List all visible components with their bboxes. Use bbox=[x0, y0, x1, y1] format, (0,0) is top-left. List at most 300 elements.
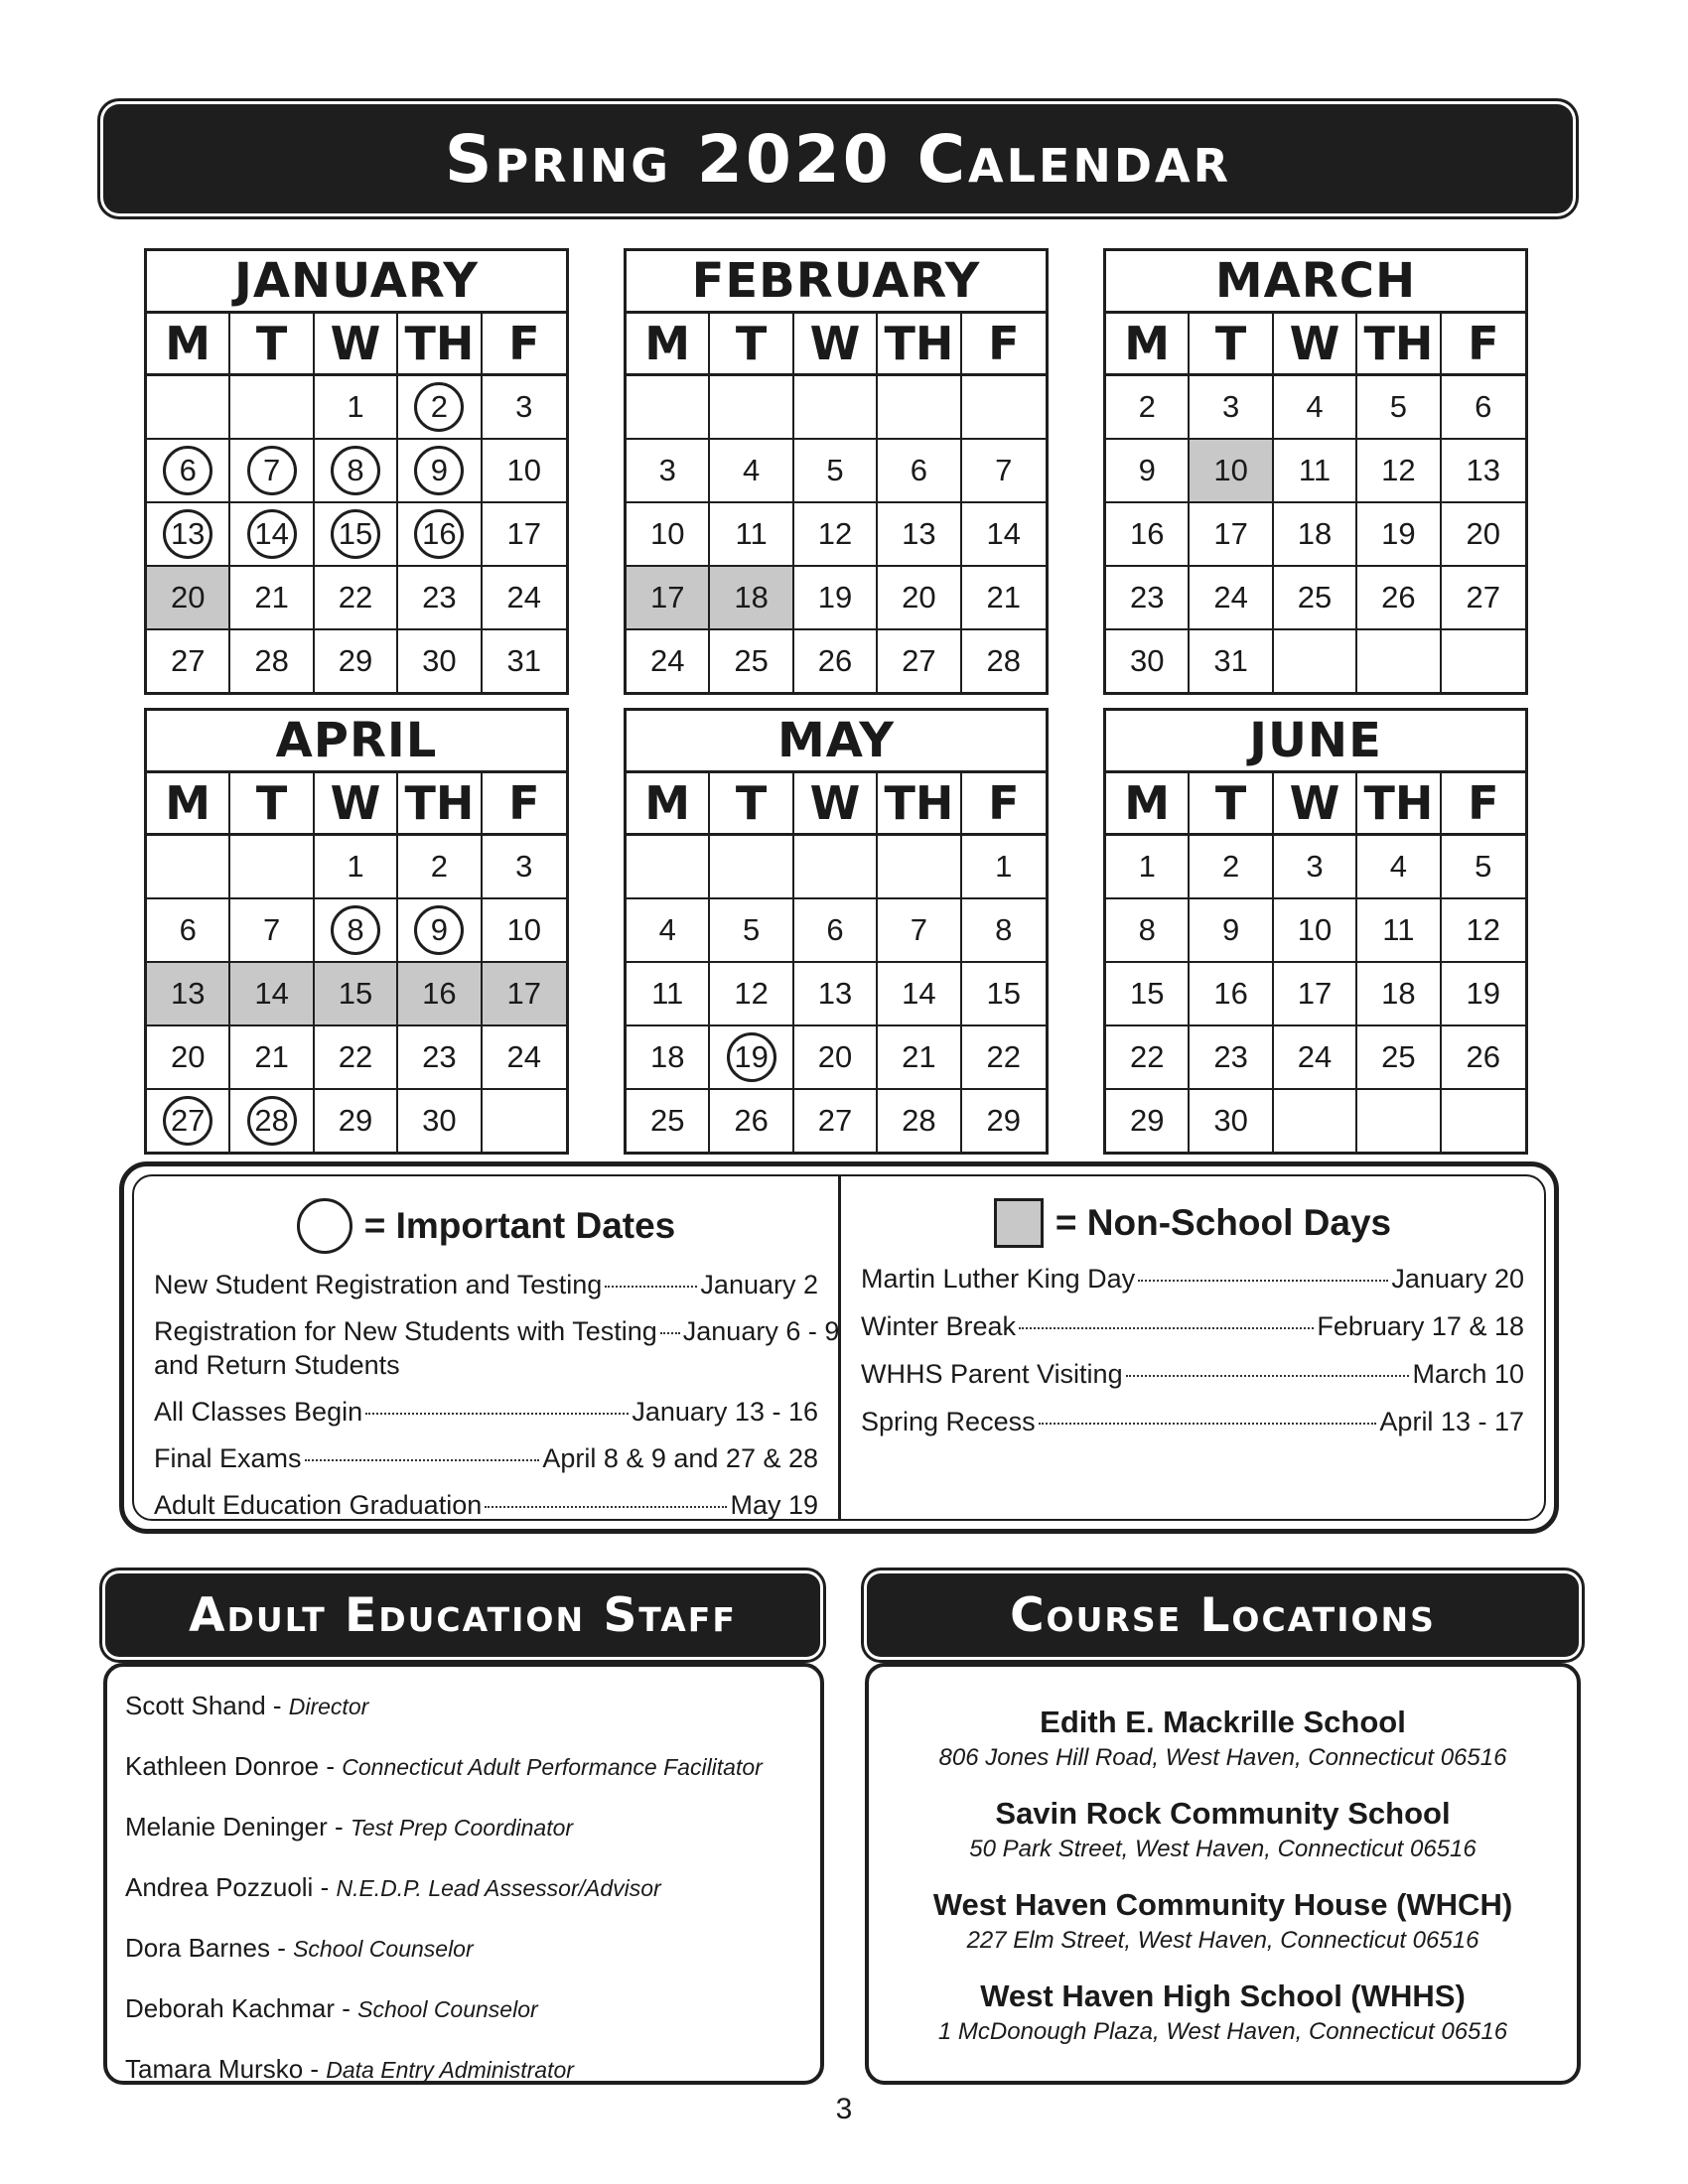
day-number: 1 bbox=[1138, 849, 1156, 884]
day-cell bbox=[710, 567, 793, 630]
location-address: 1 McDonough Plaza, West Haven, Connecticut 06516 bbox=[937, 2018, 1508, 2045]
day-cell bbox=[1442, 836, 1525, 899]
day-cell bbox=[315, 1026, 398, 1090]
day-cell bbox=[147, 1026, 230, 1090]
day-number: 7 bbox=[262, 912, 281, 947]
legend-inner bbox=[132, 1174, 1546, 1521]
day-number: 21 bbox=[254, 580, 289, 614]
day-number: 12 bbox=[1381, 453, 1416, 487]
weekday-header: T bbox=[1190, 314, 1273, 376]
day-number: 28 bbox=[247, 1096, 297, 1146]
day-number: 27 bbox=[163, 1096, 212, 1146]
legend-entry bbox=[154, 1488, 818, 1522]
day-cell bbox=[1190, 836, 1273, 899]
dot-leader bbox=[660, 1332, 680, 1334]
staff-role: Data Entry Administrator bbox=[326, 2057, 574, 2083]
empty-day-cell bbox=[794, 836, 878, 899]
legend-entry bbox=[861, 1309, 1524, 1343]
day-cell bbox=[147, 440, 230, 503]
month-grid bbox=[1106, 314, 1525, 692]
staff-member: Dora Barnes - School Counselor bbox=[125, 1933, 474, 1963]
non-school-days-header bbox=[861, 1198, 1524, 1248]
day-number: 5 bbox=[742, 912, 761, 947]
day-cell bbox=[878, 899, 961, 963]
location-address: 227 Elm Street, West Haven, Connecticut 06516 bbox=[966, 1927, 1479, 1954]
day-cell bbox=[230, 1090, 314, 1152]
staff-member: Scott Shand - Director bbox=[125, 1691, 369, 1720]
circle-symbol-icon bbox=[297, 1198, 352, 1254]
day-cell bbox=[710, 630, 793, 692]
day-number: 8 bbox=[331, 446, 380, 495]
day-cell bbox=[962, 567, 1046, 630]
empty-day-cell bbox=[1357, 1090, 1441, 1152]
day-number: 7 bbox=[247, 446, 297, 495]
day-cell bbox=[710, 503, 793, 567]
month-grid bbox=[627, 773, 1046, 1152]
day-cell bbox=[230, 567, 314, 630]
day-number: 19 bbox=[1466, 976, 1501, 1011]
month-grid bbox=[147, 314, 566, 692]
legend-entry bbox=[861, 1405, 1524, 1438]
day-cell bbox=[1442, 440, 1525, 503]
legend-box bbox=[119, 1161, 1559, 1534]
day-cell bbox=[1190, 376, 1273, 440]
weekday-header: TH bbox=[1357, 314, 1441, 376]
day-cell bbox=[794, 567, 878, 630]
day-number: 27 bbox=[170, 643, 206, 678]
entry-date: May 19 bbox=[730, 1490, 818, 1520]
day-cell bbox=[230, 899, 314, 963]
day-number: 11 bbox=[651, 976, 684, 1011]
non-school-days-label: = Non-School Days bbox=[1055, 1202, 1392, 1243]
day-cell bbox=[794, 1090, 878, 1152]
day-cell bbox=[794, 963, 878, 1026]
day-number: 6 bbox=[163, 446, 212, 495]
weekday-header: TH bbox=[878, 314, 961, 376]
day-number: 5 bbox=[826, 453, 844, 487]
day-number: 26 bbox=[817, 643, 853, 678]
staff-role: Connecticut Adult Performance Facilitator bbox=[342, 1754, 763, 1780]
day-number: 4 bbox=[658, 912, 676, 947]
day-number: 30 bbox=[1129, 643, 1165, 678]
staff-role: School Counselor bbox=[357, 1996, 538, 2022]
day-cell bbox=[878, 963, 961, 1026]
day-number: 5 bbox=[1389, 389, 1408, 424]
day-cell bbox=[147, 899, 230, 963]
day-number: 4 bbox=[742, 453, 761, 487]
day-cell bbox=[147, 963, 230, 1026]
day-cell bbox=[1106, 1026, 1190, 1090]
day-number: 13 bbox=[817, 976, 853, 1011]
day-cell bbox=[398, 1090, 482, 1152]
staff-member: Tamara Mursko - Data Entry Administrator bbox=[125, 2054, 574, 2084]
weekday-header: F bbox=[1442, 314, 1525, 376]
day-number: 16 bbox=[1129, 516, 1165, 551]
day-cell bbox=[315, 1090, 398, 1152]
day-cell bbox=[627, 630, 710, 692]
day-number: 6 bbox=[826, 912, 844, 947]
day-number: 2 bbox=[414, 382, 464, 432]
location-item bbox=[879, 1887, 1567, 1955]
location-address: 50 Park Street, West Haven, Connecticut 06516 bbox=[969, 1836, 1477, 1862]
day-cell bbox=[315, 503, 398, 567]
day-cell bbox=[1190, 1090, 1273, 1152]
important-dates-label: = Important Dates bbox=[363, 1205, 676, 1246]
empty-day-cell bbox=[1442, 1090, 1525, 1152]
day-number: 15 bbox=[338, 976, 373, 1011]
day-cell bbox=[483, 440, 566, 503]
month-may bbox=[624, 708, 1049, 1155]
day-number: 9 bbox=[1138, 453, 1156, 487]
day-number: 1 bbox=[347, 389, 364, 424]
entry-date: January 13 - 16 bbox=[632, 1397, 818, 1427]
weekday-header: F bbox=[1442, 773, 1525, 836]
day-cell bbox=[962, 630, 1046, 692]
weekday-header: TH bbox=[398, 314, 482, 376]
month-name: APRIL bbox=[147, 711, 566, 773]
day-cell bbox=[230, 963, 314, 1026]
day-cell bbox=[1190, 1026, 1273, 1090]
day-number: 17 bbox=[506, 976, 542, 1011]
non-school-days-list bbox=[861, 1262, 1524, 1438]
weekday-header: M bbox=[1106, 773, 1190, 836]
day-cell bbox=[1190, 963, 1273, 1026]
day-number: 8 bbox=[331, 905, 380, 955]
day-cell bbox=[962, 1090, 1046, 1152]
staff-name: Deborah Kachmar bbox=[125, 1993, 335, 2023]
entry-label: New Student Registration and Testing bbox=[154, 1270, 603, 1299]
day-number: 18 bbox=[649, 1039, 685, 1074]
day-number: 13 bbox=[163, 509, 212, 559]
day-number: 29 bbox=[1129, 1103, 1165, 1138]
location-address: 806 Jones Hill Road, West Haven, Connecticut 06516 bbox=[938, 1744, 1507, 1771]
day-cell bbox=[483, 1026, 566, 1090]
day-number: 17 bbox=[506, 516, 542, 551]
day-number: 19 bbox=[727, 1032, 776, 1082]
day-cell bbox=[398, 836, 482, 899]
day-cell bbox=[315, 963, 398, 1026]
day-number: 6 bbox=[179, 912, 197, 947]
empty-day-cell bbox=[1357, 630, 1441, 692]
location-name: West Haven Community House (WHCH) bbox=[932, 1887, 1513, 1922]
location-name: Edith E. Mackrille School bbox=[1040, 1705, 1406, 1739]
day-number: 21 bbox=[254, 1039, 289, 1074]
day-number: 12 bbox=[817, 516, 853, 551]
day-number: 28 bbox=[986, 643, 1022, 678]
day-number: 31 bbox=[506, 643, 542, 678]
day-cell bbox=[710, 440, 793, 503]
weekday-header: F bbox=[962, 314, 1046, 376]
important-dates-column bbox=[134, 1176, 841, 1519]
day-cell bbox=[962, 899, 1046, 963]
day-number: 7 bbox=[995, 453, 1013, 487]
day-cell bbox=[1357, 440, 1441, 503]
day-cell bbox=[627, 1090, 710, 1152]
day-cell bbox=[1274, 376, 1357, 440]
entry-label: Spring Recess bbox=[861, 1407, 1036, 1436]
day-number: 16 bbox=[414, 509, 464, 559]
day-number: 13 bbox=[170, 976, 206, 1011]
month-grid bbox=[627, 314, 1046, 692]
day-cell bbox=[483, 630, 566, 692]
locations-box bbox=[865, 1663, 1581, 2085]
day-number: 9 bbox=[1221, 912, 1240, 947]
month-february bbox=[624, 248, 1049, 695]
staff-name: Melanie Deninger bbox=[125, 1812, 328, 1842]
day-cell bbox=[627, 1026, 710, 1090]
day-cell bbox=[1274, 567, 1357, 630]
day-number: 16 bbox=[422, 976, 457, 1011]
day-number: 11 bbox=[1382, 912, 1415, 947]
day-number: 5 bbox=[1475, 849, 1492, 884]
day-cell bbox=[398, 630, 482, 692]
day-number: 28 bbox=[254, 643, 289, 678]
entry-date: April 8 & 9 and 27 & 28 bbox=[542, 1443, 818, 1473]
day-cell bbox=[398, 503, 482, 567]
month-name: MARCH bbox=[1106, 251, 1525, 314]
day-cell bbox=[1274, 1026, 1357, 1090]
day-cell bbox=[627, 440, 710, 503]
day-cell bbox=[398, 899, 482, 963]
day-cell bbox=[315, 899, 398, 963]
day-number: 23 bbox=[422, 1039, 457, 1074]
staff-name: Andrea Pozzuoli bbox=[125, 1872, 314, 1902]
weekday-header: W bbox=[315, 314, 398, 376]
day-number: 6 bbox=[910, 453, 928, 487]
day-cell bbox=[627, 503, 710, 567]
day-number: 29 bbox=[986, 1103, 1022, 1138]
day-number: 26 bbox=[1466, 1039, 1501, 1074]
day-number: 2 bbox=[430, 849, 449, 884]
staff-member: Deborah Kachmar - School Counselor bbox=[125, 1993, 538, 2023]
staff-box bbox=[103, 1663, 824, 2085]
month-name: JUNE bbox=[1106, 711, 1525, 773]
dot-leader bbox=[1019, 1327, 1314, 1329]
day-number: 10 bbox=[649, 516, 685, 551]
dot-leader bbox=[485, 1506, 727, 1508]
day-number: 10 bbox=[506, 912, 542, 947]
non-school-days-column bbox=[841, 1176, 1544, 1519]
weekday-header: W bbox=[794, 773, 878, 836]
day-number: 12 bbox=[734, 976, 769, 1011]
locations-title: Course Locations bbox=[1010, 1587, 1436, 1643]
day-cell bbox=[315, 630, 398, 692]
weekday-header: T bbox=[1190, 773, 1273, 836]
day-cell bbox=[962, 1026, 1046, 1090]
weekday-header: M bbox=[147, 773, 230, 836]
day-cell bbox=[1106, 1090, 1190, 1152]
weekday-header: T bbox=[710, 773, 793, 836]
day-cell bbox=[1190, 440, 1273, 503]
day-cell bbox=[147, 1090, 230, 1152]
day-cell bbox=[1106, 630, 1190, 692]
locations-title-banner bbox=[867, 1573, 1579, 1657]
day-cell bbox=[230, 503, 314, 567]
staff-role: Test Prep Coordinator bbox=[350, 1815, 574, 1841]
weekday-header: W bbox=[794, 314, 878, 376]
day-cell bbox=[878, 1090, 961, 1152]
staff-role: School Counselor bbox=[293, 1936, 474, 1962]
day-cell bbox=[878, 1026, 961, 1090]
day-cell bbox=[1106, 440, 1190, 503]
empty-day-cell bbox=[1274, 1090, 1357, 1152]
day-cell bbox=[1274, 963, 1357, 1026]
day-cell bbox=[483, 963, 566, 1026]
staff-member: Melanie Deninger - Test Prep Coordinator bbox=[125, 1812, 574, 1842]
day-cell bbox=[483, 567, 566, 630]
day-cell bbox=[1106, 963, 1190, 1026]
day-cell bbox=[315, 440, 398, 503]
entry-label: Adult Education Graduation bbox=[154, 1490, 483, 1520]
day-cell bbox=[794, 1026, 878, 1090]
day-number: 30 bbox=[422, 643, 457, 678]
empty-day-cell bbox=[483, 1090, 566, 1152]
day-cell bbox=[1274, 440, 1357, 503]
page-number: 3 bbox=[835, 2093, 853, 2125]
day-number: 13 bbox=[1466, 453, 1501, 487]
day-cell bbox=[1442, 567, 1525, 630]
day-number: 15 bbox=[331, 509, 380, 559]
day-cell bbox=[794, 899, 878, 963]
day-cell bbox=[710, 1090, 793, 1152]
day-number: 21 bbox=[902, 1039, 936, 1074]
day-number: 28 bbox=[902, 1103, 936, 1138]
day-number: 15 bbox=[1129, 976, 1165, 1011]
day-number: 26 bbox=[734, 1103, 769, 1138]
empty-day-cell bbox=[710, 376, 793, 440]
day-cell bbox=[794, 630, 878, 692]
page-title: Spring 2020 Calendar bbox=[444, 120, 1232, 198]
weekday-header: T bbox=[710, 314, 793, 376]
staff-name: Scott Shand bbox=[125, 1691, 266, 1720]
empty-day-cell bbox=[710, 836, 793, 899]
day-number: 22 bbox=[986, 1039, 1022, 1074]
day-number: 8 bbox=[995, 912, 1013, 947]
day-number: 20 bbox=[902, 580, 936, 614]
day-cell bbox=[1190, 899, 1273, 963]
month-march bbox=[1103, 248, 1528, 695]
dot-leader bbox=[1126, 1375, 1410, 1377]
day-number: 20 bbox=[817, 1039, 853, 1074]
day-number: 6 bbox=[1475, 389, 1492, 424]
month-april bbox=[144, 708, 569, 1155]
day-cell bbox=[1357, 1026, 1441, 1090]
day-cell bbox=[315, 567, 398, 630]
day-number: 3 bbox=[1221, 389, 1240, 424]
entry-label: Registration for New Students with Testing and Return Students bbox=[154, 1316, 657, 1380]
weekday-header: F bbox=[483, 773, 566, 836]
empty-day-cell bbox=[1274, 630, 1357, 692]
dot-leader bbox=[605, 1286, 697, 1288]
day-number: 22 bbox=[338, 1039, 373, 1074]
entry-label: WHHS Parent Visiting bbox=[861, 1359, 1123, 1389]
day-cell bbox=[710, 963, 793, 1026]
day-cell bbox=[710, 899, 793, 963]
day-number: 11 bbox=[735, 516, 768, 551]
day-cell bbox=[1357, 899, 1441, 963]
day-cell bbox=[1106, 503, 1190, 567]
day-number: 19 bbox=[817, 580, 853, 614]
day-number: 22 bbox=[1129, 1039, 1165, 1074]
day-number: 20 bbox=[170, 580, 206, 614]
day-cell bbox=[1106, 899, 1190, 963]
day-cell bbox=[1357, 836, 1441, 899]
day-number: 17 bbox=[649, 580, 685, 614]
day-number: 1 bbox=[995, 849, 1013, 884]
entry-label: Final Exams bbox=[154, 1443, 302, 1473]
month-june bbox=[1103, 708, 1528, 1155]
day-number: 11 bbox=[1298, 453, 1332, 487]
day-cell bbox=[1442, 503, 1525, 567]
day-number: 3 bbox=[1306, 849, 1324, 884]
weekday-header: M bbox=[627, 773, 710, 836]
entry-date: January 2 bbox=[700, 1270, 818, 1299]
month-name: JANUARY bbox=[147, 251, 566, 314]
location-name: West Haven High School (WHHS) bbox=[980, 1979, 1466, 2013]
day-number: 18 bbox=[1297, 516, 1333, 551]
day-number: 2 bbox=[1138, 389, 1156, 424]
staff-member: Andrea Pozzuoli - N.E.D.P. Lead Assessor/Advisor bbox=[125, 1872, 661, 1902]
empty-day-cell bbox=[627, 836, 710, 899]
day-number: 3 bbox=[515, 389, 533, 424]
weekday-header: TH bbox=[1357, 773, 1441, 836]
day-cell bbox=[398, 440, 482, 503]
locations-list bbox=[879, 1705, 1567, 2046]
day-number: 27 bbox=[1466, 580, 1501, 614]
day-cell bbox=[962, 503, 1046, 567]
day-cell bbox=[627, 963, 710, 1026]
entry-date: January 6 - 9 bbox=[682, 1316, 840, 1346]
empty-day-cell bbox=[1442, 630, 1525, 692]
day-cell bbox=[315, 836, 398, 899]
dot-leader bbox=[365, 1413, 629, 1415]
day-cell bbox=[710, 1026, 793, 1090]
day-number: 12 bbox=[1466, 912, 1501, 947]
day-number: 8 bbox=[1138, 912, 1156, 947]
day-cell bbox=[1442, 376, 1525, 440]
day-cell bbox=[627, 567, 710, 630]
day-number: 16 bbox=[1213, 976, 1248, 1011]
entry-date: April 13 - 17 bbox=[1379, 1407, 1524, 1436]
day-number: 14 bbox=[254, 976, 289, 1011]
day-cell bbox=[1357, 503, 1441, 567]
day-number: 22 bbox=[338, 580, 373, 614]
empty-day-cell bbox=[878, 376, 961, 440]
day-cell bbox=[1274, 899, 1357, 963]
day-number: 7 bbox=[910, 912, 928, 947]
important-dates-list bbox=[154, 1268, 840, 1522]
staff-name: Dora Barnes bbox=[125, 1933, 270, 1963]
day-number: 9 bbox=[414, 446, 464, 495]
entry-date: January 20 bbox=[1391, 1264, 1524, 1294]
weekday-header: TH bbox=[878, 773, 961, 836]
day-number: 17 bbox=[1297, 976, 1333, 1011]
entry-label: Martin Luther King Day bbox=[861, 1264, 1136, 1294]
day-cell bbox=[1357, 963, 1441, 1026]
day-number: 14 bbox=[247, 509, 297, 559]
day-number: 10 bbox=[506, 453, 542, 487]
day-cell bbox=[147, 567, 230, 630]
staff-title-banner bbox=[105, 1573, 820, 1657]
day-cell bbox=[1357, 376, 1441, 440]
day-number: 10 bbox=[1213, 453, 1248, 487]
day-number: 23 bbox=[1129, 580, 1165, 614]
day-number: 14 bbox=[986, 516, 1022, 551]
empty-day-cell bbox=[962, 376, 1046, 440]
day-cell bbox=[483, 376, 566, 440]
entry-label: Winter Break bbox=[861, 1311, 1017, 1341]
day-number: 24 bbox=[1297, 1039, 1333, 1074]
